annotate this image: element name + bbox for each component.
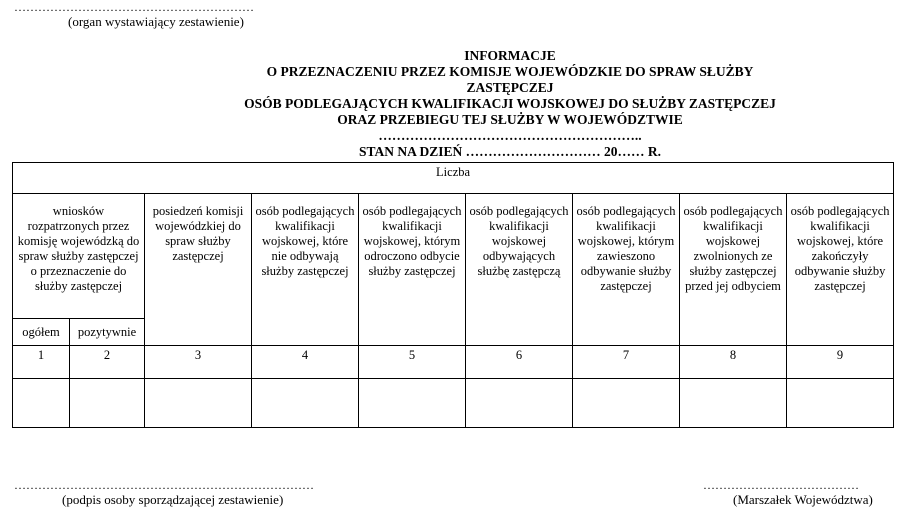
col-number-5: 5 [359, 346, 466, 379]
title-line-5: STAN NA DZIEŃ ………………………… 20…… R. [358, 144, 662, 159]
col-number-7: 7 [573, 346, 680, 379]
col-number-1: 1 [13, 346, 70, 379]
document-title [230, 48, 790, 160]
data-cell-1[interactable] [13, 379, 70, 428]
col-header-3: posiedzeń komisji wojewódzkiej do spraw służby zastępczej [145, 194, 252, 346]
preparer-signature-line: ………………………………………………………………… [14, 478, 314, 492]
data-cell-3[interactable] [145, 379, 252, 428]
col-number-4: 4 [252, 346, 359, 379]
data-cell-5[interactable] [359, 379, 466, 428]
col-header-1: ogółem [13, 319, 70, 346]
col-header-2: pozytywnie [70, 319, 145, 346]
col-header-8: osób podlegających kwalifikacji wojskowej zwolnionych ze służby zastępczej przed jej odbyciem [680, 194, 787, 346]
title-line-1: INFORMACJE [464, 48, 556, 63]
data-cell-4[interactable] [252, 379, 359, 428]
data-cell-2[interactable] [70, 379, 145, 428]
data-cell-8[interactable] [680, 379, 787, 428]
title-line-2: O PRZEZNACZENIU PRZEZ KOMISJE WOJEWÓDZKIE DO SPRAW SŁUŻBY ZASTĘPCZEJ [266, 64, 754, 95]
title-line-4: ORAZ PRZEBIEGU TEJ SŁUŻBY W WOJEWÓDZTWIE ………………………………………………….. [337, 112, 683, 143]
title-line-3: OSÓB PODLEGAJĄCYCH KWALIFIKACJI WOJSKOWEJ DO SŁUŻBY ZASTĘPCZEJ [244, 96, 776, 111]
col-header-7: osób podlegających kwalifikacji wojskowej, którym zawieszono odbywanie służby zastępczej [573, 194, 680, 346]
col-number-6: 6 [466, 346, 573, 379]
marshal-label: (Marszałek Województwa) [733, 492, 873, 507]
col-header-9: osób podlegających kwalifikacji wojskowej, które zakończyły odbywanie służby zastępczej [787, 194, 894, 346]
col-header-wnioski: wniosków rozpatrzonych przez komisję wojewódzką do spraw służby zastępczej o przeznaczenie do służby zastępczej [13, 194, 145, 319]
marshal-signature-line: ………………………………… [703, 478, 859, 492]
statistics-table [12, 162, 894, 428]
col-header-4: osób podlegających kwalifikacji wojskowej, które nie odbywają służby zastępczej [252, 194, 359, 346]
col-header-6: osób podlegających kwalifikacji wojskowej odbywających służbę zastępczą [466, 194, 573, 346]
liczba-header: Liczba [13, 163, 894, 194]
data-cell-7[interactable] [573, 379, 680, 428]
organ-label: (organ wystawiający zestawienie) [68, 14, 244, 29]
organ-signature-line: …………………………………………………… [14, 0, 254, 14]
preparer-label: (podpis osoby sporządzającej zestawienie) [62, 492, 284, 507]
col-header-5: osób podlegających kwalifikacji wojskowej, którym odroczono odbycie służby zastępczej [359, 194, 466, 346]
col-number-9: 9 [787, 346, 894, 379]
data-cell-9[interactable] [787, 379, 894, 428]
col-number-8: 8 [680, 346, 787, 379]
col-number-3: 3 [145, 346, 252, 379]
data-cell-6[interactable] [466, 379, 573, 428]
col-number-2: 2 [70, 346, 145, 379]
